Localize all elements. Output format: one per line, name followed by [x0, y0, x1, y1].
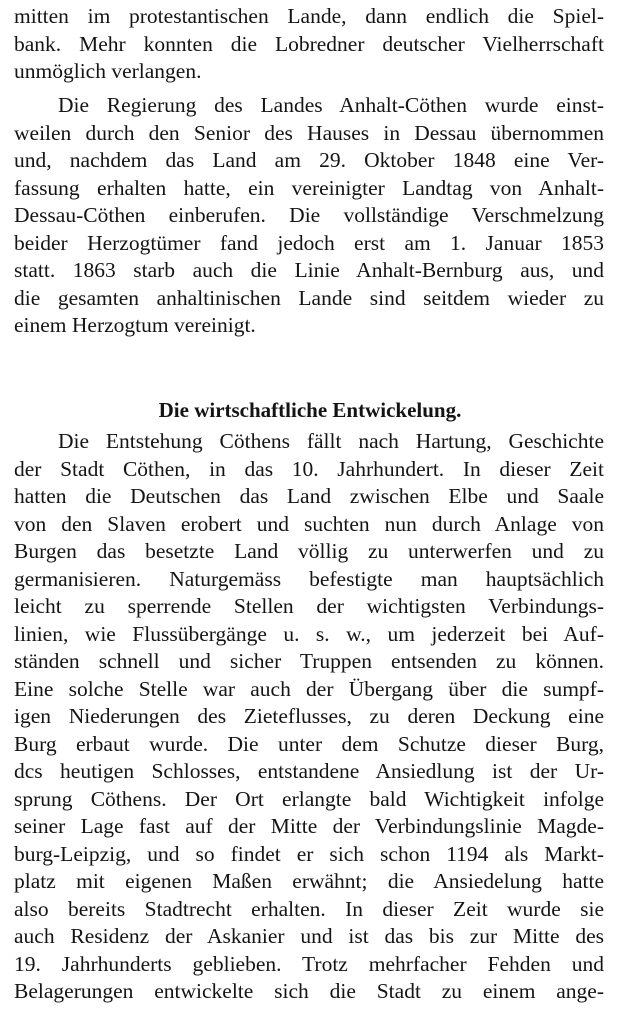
text-line: mitten im protestantischen Lande, dann endlich die Spiel- [14, 4, 604, 28]
text-line: burg-Leipzig, und so findet er sich schon 1194 als Markt- [14, 841, 604, 866]
text-line: Die Entstehung Cöthens fällt nach Hartung, Geschichte [58, 429, 604, 453]
text-line: und, nachdem das Land am 29. Oktober 1848 eine Ver- [14, 148, 604, 172]
text-line: linien, wie Flussübergänge u. s. w., um jederzeit bei Auf- [14, 621, 604, 646]
text-line: germanisieren. Naturgemäss befestigte man hauptsächlich [14, 566, 604, 591]
text-line: ständen schnell und sicher Truppen entsenden zu können. [14, 649, 604, 673]
text-line: igen Niederungen des Zieteflusses, zu deren Deckung eine [14, 704, 604, 728]
text-line: auch Residenz der Askanier und ist das bis zur Mitte des [14, 924, 604, 948]
text-line: hatten die Deutschen das Land zwischen Elbe und Saale [14, 484, 604, 508]
text-line: Belagerungen entwickelte sich die Stadt zu einem ange- [14, 979, 604, 1003]
text-line: dcs heutigen Schlosses, entstandene Ansiedlung ist der Ur- [14, 759, 604, 783]
paragraph-continuation [14, 3, 604, 86]
text-line: beider Herzogtümer fand jedoch erst am 1. Januar 1853 [14, 230, 604, 255]
text-line: statt. 1863 starb auch die Linie Anhalt-Bernburg aus, und [14, 258, 604, 282]
text-line: unmöglich verlangen. [14, 59, 202, 83]
text-line: seiner Lage fast auf der Mitte der Verbindungslinie Magde- [14, 814, 604, 838]
section-heading: Die wirtschaftliche Entwickelung. [158, 398, 462, 422]
text-line: Dessau-Cöthen einberufen. Die vollständige Verschmelzung [14, 203, 604, 227]
text-line: fassung erhalten hatte, ein vereinigter Landtag von Anhalt- [14, 175, 604, 200]
text-line: der Stadt Cöthen, in das 10. Jahrhundert. In dieser Zeit [14, 456, 604, 481]
text-line: leicht zu sperrende Stellen der wichtigsten Verbindungs- [14, 594, 604, 618]
text-line: weilen durch den Senior des Hauses in Dessau übernommen [14, 120, 604, 145]
text-line: Eine solche Stelle war auch der Übergang über die sumpf- [14, 676, 604, 701]
text-line: die gesamten anhaltinischen Lande sind seitdem wieder zu [14, 285, 604, 310]
text-line: bank. Mehr konnten die Lobredner deutscher Vielherrschaft [14, 31, 604, 56]
text-line: Burgen das besetzte Land völlig zu unterwerfen und zu [14, 539, 604, 563]
text-line: von den Slaven erobert und suchten nun durch Anlage von [14, 511, 604, 536]
text-line: Burg erbaut wurde. Die unter dem Schutze dieser Burg, [14, 731, 604, 756]
text-line: platz mit eigenen Maßen erwähnt; die Ansiedelung hatte [14, 869, 604, 893]
text-line: einem Herzogtum vereinigt. [14, 313, 256, 337]
paragraph-regierung [14, 92, 604, 340]
text-line: Die Regierung des Landes Anhalt-Cöthen wurde einst- [58, 93, 604, 117]
text-line: sprung Cöthens. Der Ort erlangte bald Wichtigkeit infolge [14, 786, 604, 811]
text-line: also bereits Stadtrecht erhalten. In dieser Zeit wurde sie [14, 896, 604, 921]
text-line: 19. Jahrhunderts geblieben. Trotz mehrfacher Fehden und [14, 951, 604, 976]
paragraph-entstehung [14, 428, 604, 1006]
